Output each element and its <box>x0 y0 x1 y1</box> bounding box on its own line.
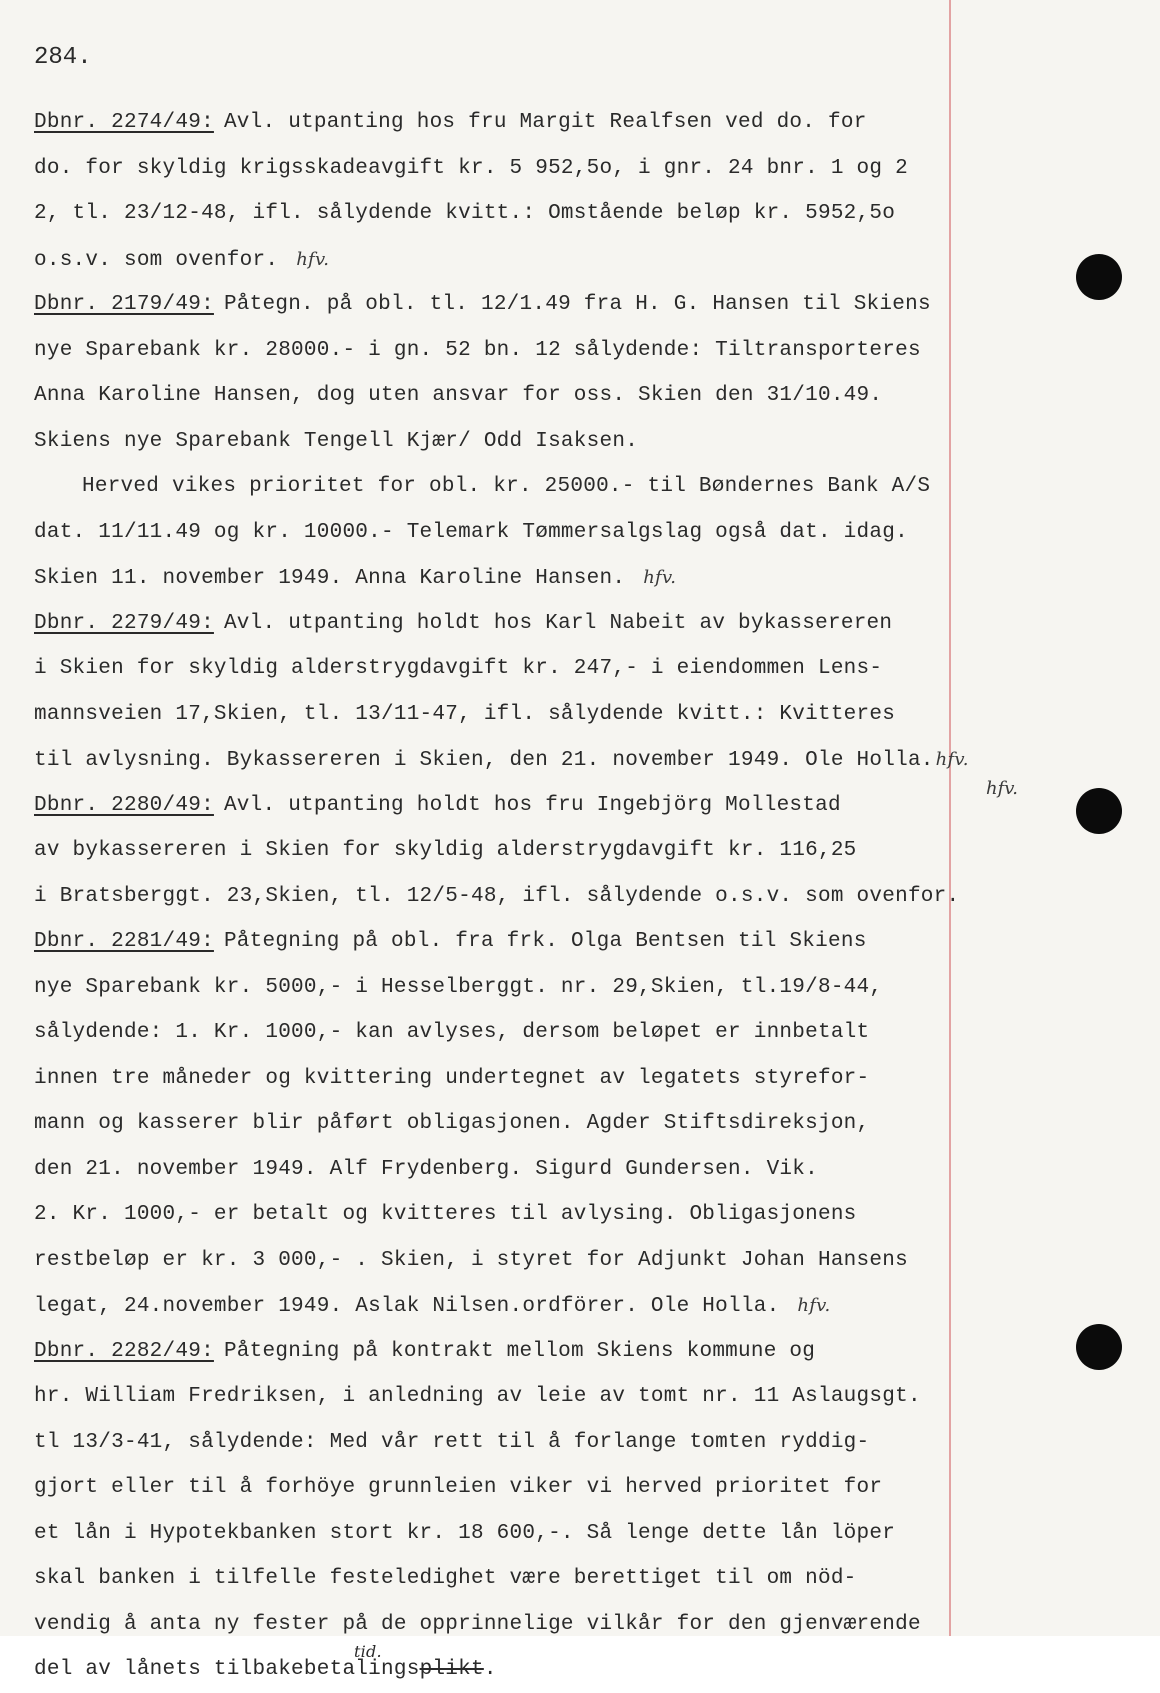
entry-line: hr. William Fredriksen, i anledning av leie av tomt nr. 11 Aslaugsgt. <box>34 1385 921 1408</box>
entry-number: Dbnr. 2280/49: <box>34 793 214 817</box>
entry-line: vendig å anta ny fester på de opprinnelige vilkår for den gjenværende <box>34 1612 921 1636</box>
entry-line: Dbnr. 2179/49: Påtegn. på obl. tl. 12/1.49 fra H. G. Hansen til Skiens <box>34 293 931 316</box>
entry-line: et lån i Hypotekbanken stort kr. 18 600,-. Så lenge dette lån löper <box>34 1521 896 1545</box>
handwritten-insertion: tid. <box>354 1642 382 1661</box>
entry-line: dat. 11/11.49 og kr. 10000.- Telemark Tømmersalgslag også dat. idag. <box>34 520 908 544</box>
entry-line: Skiens nye Sparebank Tengell Kjær/ Odd Isaksen. <box>34 429 639 453</box>
entry-number: Dbnr. 2281/49: <box>34 930 214 953</box>
entry-line: del av lånets tilbakebetalingsplikt. tid. <box>34 1647 1024 1693</box>
entry-line: sålydende: 1. Kr. 1000,- kan avlyses, dersom beløpet er innbetalt <box>34 1021 870 1044</box>
entry-line: Dbnr. 2274/49: Avl. utpanting hos fru Margit Realfsen ved do. for <box>34 111 867 134</box>
register-entries <box>34 100 1024 1693</box>
entry-line: den 21. november 1949. Alf Frydenberg. Sigurd Gundersen. Vik. <box>34 1157 818 1181</box>
entry-number: Dbnr. 2282/49: <box>34 1339 214 1363</box>
entry-line: nye Sparebank kr. 5000,- i Hesselberggt. nr. 29,Skien, tl.19/8-44, <box>34 975 883 999</box>
punch-hole-middle <box>1076 788 1122 834</box>
entry-line: Dbnr. 2280/49: Avl. utpanting holdt hos fru Ingebjörg Mollestad <box>34 793 841 817</box>
entry-line: til avlysning. Bykassereren i Skien, den 21. november 1949. Ole Holla. hfv. <box>34 749 969 772</box>
handwritten-initials: hfv. <box>643 567 677 588</box>
entry-line: restbeløp er kr. 3 000,- . Skien, i styret for Adjunkt Johan Hansens <box>34 1248 908 1272</box>
entry-number: Dbnr. 2279/49: <box>34 611 214 635</box>
entry-line: Skien 11. november 1949. Anna Karoline Hansen. hfv. <box>34 567 677 590</box>
punch-hole-bottom <box>1076 1324 1122 1370</box>
entry-line: do. for skyldig krigsskadeavgift kr. 5 952,5o, i gnr. 24 bnr. 1 og 2 <box>34 156 908 180</box>
entry-number: Dbnr. 2179/49: <box>34 293 214 316</box>
entry-line: i Bratsberggt. 23,Skien, tl. 12/5-48, ifl. sålydende o.s.v. som ovenfor. <box>34 884 960 908</box>
entry-line: skal banken i tilfelle festeledighet være berettiget til om nöd- <box>34 1567 857 1590</box>
punch-hole-top <box>1076 254 1122 300</box>
entry-line: 2. Kr. 1000,- er betalt og kvitteres til avlysing. Obligasjonens <box>34 1203 857 1226</box>
entry-line: tl 13/3-41, sålydende: Med vår rett til å forlange tomten ryddig- <box>34 1430 870 1454</box>
entry-line: gjort eller til å forhöye grunnleien viker vi herved prioritet for <box>34 1476 883 1499</box>
entry-line: Herved vikes prioritet for obl. kr. 25000.- til Bøndernes Bank A/S <box>82 475 931 498</box>
entry-line: av bykassereren i Skien for skyldig alderstrygdavgift kr. 116,25 <box>34 839 857 862</box>
entry-line: innen tre måneder og kvittering undertegnet av legatets styrefor- <box>34 1066 870 1090</box>
handwritten-initials: hfv. <box>935 749 969 770</box>
entry-line: Dbnr. 2282/49: Påtegning på kontrakt mellom Skiens kommune og <box>34 1339 816 1363</box>
entry-number: Dbnr. 2274/49: <box>34 111 214 134</box>
entry-line: mannsveien 17,Skien, tl. 13/11-47, ifl. sålydende kvitt.: Kvitteres <box>34 702 896 726</box>
handwritten-initials-margin: hfv. <box>986 778 1019 799</box>
handwritten-initials: hfv. <box>296 248 330 270</box>
entry-line: Anna Karoline Hansen, dog uten ansvar for oss. Skien den 31/10.49. <box>34 384 883 407</box>
page-number: 284. <box>34 44 92 71</box>
struck-word: plikt <box>419 1658 484 1681</box>
entry-line: mann og kasserer blir påført obligasjonen. Agder Stiftsdireksjon, <box>34 1112 870 1135</box>
entry-line: nye Sparebank kr. 28000.- i gn. 52 bn. 12 sålydende: Tiltransporteres <box>34 338 921 362</box>
entry-line: o.s.v. som ovenfor. hfv. <box>34 248 330 272</box>
entry-line: 2, tl. 23/12-48, ifl. sålydende kvitt.: Omstående beløp kr. 5952,5o <box>34 202 896 225</box>
entry-line: Dbnr. 2279/49: Avl. utpanting holdt hos Karl Nabeit av bykassereren <box>34 611 893 635</box>
handwritten-initials: hfv. <box>797 1295 831 1316</box>
entry-line: i Skien for skyldig alderstrygdavgift kr. 247,- i eiendommen Lens- <box>34 657 883 680</box>
entry-line: Dbnr. 2281/49: Påtegning på obl. fra frk. Olga Bentsen til Skiens <box>34 930 867 953</box>
entry-line: legat, 24.november 1949. Aslak Nilsen.ordförer. Ole Holla. hfv. <box>34 1295 831 1318</box>
